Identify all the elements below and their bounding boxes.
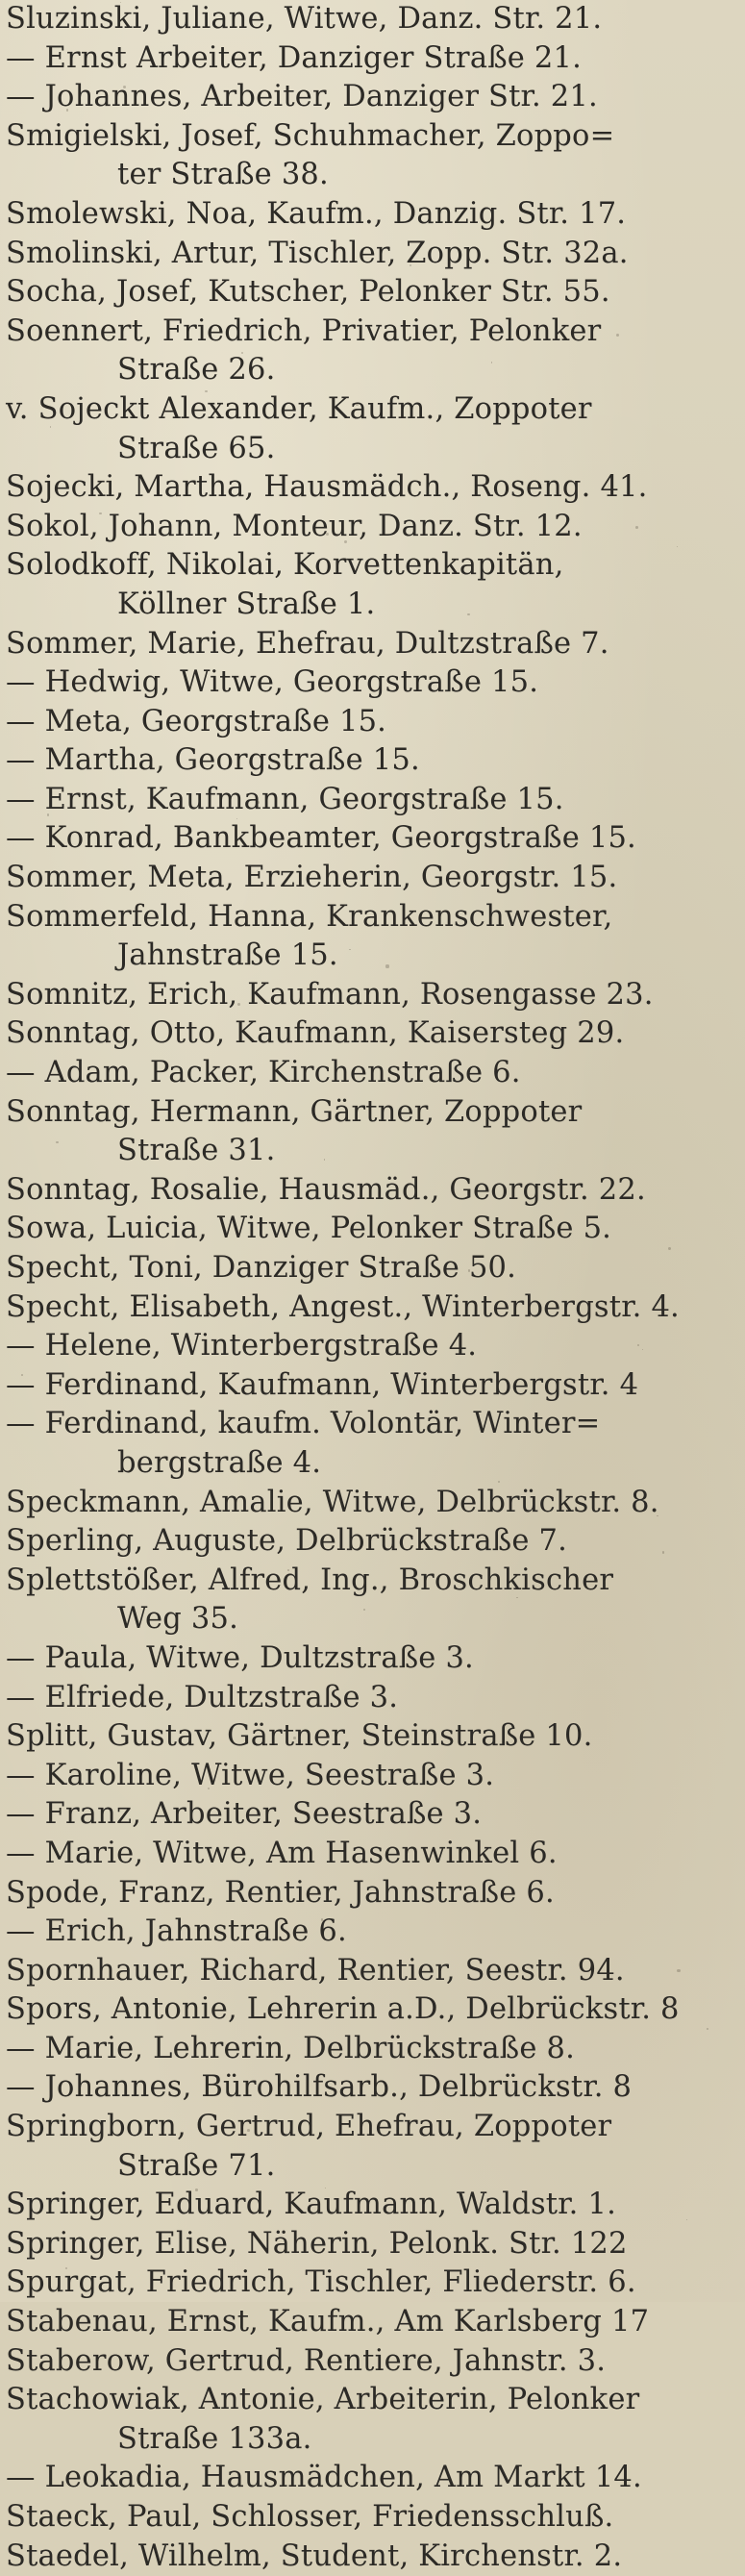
entry-text: Jahnstraße 15. xyxy=(117,938,338,973)
entry-text: Spode, Franz, Rentier, Jahnstraße 6. xyxy=(6,1875,555,1910)
entry-text: Sokol, Johann, Monteur, Danz. Str. 12. xyxy=(6,509,583,543)
entry-text: Stabenau, Ernst, Kaufm., Am Karlsberg 17 xyxy=(6,2305,650,2339)
directory-entry xyxy=(6,1366,732,1406)
entry-text: — Helene, Winterbergstraße 4. xyxy=(6,1329,478,1363)
directory-entry xyxy=(6,625,732,664)
directory-entry xyxy=(6,1093,732,1133)
paper-speck xyxy=(247,2129,250,2132)
entry-text: Smolewski, Noa, Kaufm., Danzig. Str. 17. xyxy=(6,196,627,231)
directory-entry xyxy=(6,1054,732,1093)
paper-speck xyxy=(385,964,388,967)
entry-text: — Paula, Witwe, Dultzstraße 3. xyxy=(6,1640,474,1675)
paper-speck xyxy=(635,526,638,529)
entry-text: — Ferdinand, Kaufmann, Winterbergstr. 4 xyxy=(6,1367,639,1402)
paper-speck xyxy=(657,1515,658,1516)
directory-entry xyxy=(6,663,732,703)
paper-speck xyxy=(516,1597,517,1598)
paper-speck xyxy=(498,1481,500,1483)
directory-entry xyxy=(6,1990,732,2030)
entry-text: ter Straße 38. xyxy=(117,158,329,192)
directory-entry xyxy=(6,1639,732,1679)
entry-text: — Marie, Lehrerin, Delbrückstraße 8. xyxy=(6,2031,575,2065)
paper-speck xyxy=(66,109,68,111)
directory-entry xyxy=(6,235,732,274)
directory-entry xyxy=(6,195,732,235)
directory-entry xyxy=(6,1210,732,1249)
entry-text: — Adam, Packer, Kirchenstraße 6. xyxy=(6,1056,521,1090)
directory-entry xyxy=(6,2538,732,2576)
directory-entry xyxy=(6,508,732,547)
entry-text: Sowa, Luicia, Witwe, Pelonker Straße 5. xyxy=(6,1212,612,1246)
directory-entry xyxy=(6,1952,732,1991)
directory-entry xyxy=(6,2030,732,2069)
entry-text: — Meta, Georgstraße 15. xyxy=(6,704,387,738)
entry-text: — Karoline, Witwe, Seestraße 3. xyxy=(6,1758,495,1792)
directory-entry xyxy=(6,1562,732,1601)
directory-entry xyxy=(6,703,732,742)
paper-speck xyxy=(57,2016,59,2018)
directory-entry xyxy=(6,1835,732,1874)
entry-text: Spors, Antonie, Lehrerin a.D., Delbrückstr. 8 xyxy=(6,1992,680,2027)
entry-text: — Martha, Georgstraße 15. xyxy=(6,743,420,778)
directory-entry xyxy=(6,2303,732,2342)
entry-text: — Leokadia, Hausmädchen, Am Markt 14. xyxy=(6,2461,642,2495)
directory-entry xyxy=(6,468,732,508)
entry-text: Splitt, Gustav, Gärtner, Steinstraße 10. xyxy=(6,1719,593,1754)
paper-speck xyxy=(662,1551,664,1553)
paper-speck xyxy=(50,426,51,427)
entry-text: Springborn, Gertrud, Ehefrau, Zoppoter xyxy=(6,2110,612,2144)
directory-entry-continuation xyxy=(6,351,732,390)
entry-text: Solodkoff, Nikolai, Korvettenkapitän, xyxy=(6,548,564,583)
directory-entry xyxy=(6,546,732,586)
directory-entries xyxy=(6,0,732,2576)
paper-speck xyxy=(47,813,49,815)
entry-text: Springer, Elise, Näherin, Pelonk. Str. 122 xyxy=(6,2226,628,2261)
entry-text: — Hedwig, Witwe, Georgstraße 15. xyxy=(6,665,539,700)
paper-speck xyxy=(356,403,358,405)
paper-speck xyxy=(464,1898,467,1901)
entry-text: Sonntag, Hermann, Gärtner, Zoppoter xyxy=(6,1094,583,1129)
entry-text: Speckmann, Amalie, Witwe, Delbrückstr. 8. xyxy=(6,1485,659,1519)
entry-text: Sommer, Marie, Ehefrau, Dultzstraße 7. xyxy=(6,626,609,661)
entry-text: Smigielski, Josef, Schuhmacher, Zoppo= xyxy=(6,118,615,153)
entry-text: — Johannes, Bürohilfsarb., Delbrückstr. 8 xyxy=(6,2070,633,2105)
directory-entry-continuation xyxy=(6,156,732,195)
paper-speck xyxy=(56,1141,59,1144)
entry-text: — Erich, Jahnstraße 6. xyxy=(6,1914,347,1949)
entry-text: Smolinski, Artur, Tischler, Zopp. Str. 32a. xyxy=(6,236,629,270)
entry-text: Sonntag, Rosalie, Hausmäd., Georgstr. 22. xyxy=(6,1172,646,1207)
directory-entry xyxy=(6,1757,732,1796)
directory-entry xyxy=(6,976,732,1015)
entry-text: Köllner Straße 1. xyxy=(117,587,376,621)
directory-entry xyxy=(6,2459,732,2498)
directory-entry xyxy=(6,1874,732,1913)
entry-text: Sommer, Meta, Erzieherin, Georgstr. 15. xyxy=(6,861,618,895)
entry-text: v. Sojeckt Alexander, Kaufm., Zoppoter xyxy=(6,391,592,426)
entry-text: Weg 35. xyxy=(117,1602,239,1637)
entry-text: Somnitz, Erich, Kaufmann, Rosengasse 23. xyxy=(6,977,654,1012)
directory-entry-continuation xyxy=(6,1444,732,1484)
directory-entry xyxy=(6,1249,732,1288)
directory-entry xyxy=(6,78,732,117)
paper-speck xyxy=(216,1810,218,1812)
entry-text: — Johannes, Arbeiter, Danziger Str. 21. xyxy=(6,80,598,114)
directory-entry-continuation xyxy=(6,586,732,625)
entry-text: Sluzinski, Juliane, Witwe, Danz. Str. 21. xyxy=(6,2,603,36)
directory-entry xyxy=(6,1484,732,1523)
directory-entry xyxy=(6,1679,732,1718)
directory-entry-continuation xyxy=(6,2420,732,2460)
paper-speck xyxy=(236,818,237,819)
directory-entry-continuation xyxy=(6,937,732,976)
directory-entry xyxy=(6,1014,732,1054)
directory-entry xyxy=(6,819,732,859)
directory-entry xyxy=(6,1717,732,1757)
entry-text: — Elfriede, Dultzstraße 3. xyxy=(6,1680,399,1714)
paper-speck xyxy=(321,604,323,606)
entry-text: Straße 133a. xyxy=(117,2421,312,2456)
paper-speck xyxy=(293,1737,296,1739)
paper-speck xyxy=(287,1569,289,1571)
entry-text: Staedel, Wilhelm, Student, Kirchenstr. 2. xyxy=(6,2538,623,2573)
entry-text: Spurgat, Friedrich, Tischler, Fliederstr. 6. xyxy=(6,2265,636,2300)
directory-entry-continuation xyxy=(6,430,732,469)
directory-entry xyxy=(6,2498,732,2538)
paper-speck xyxy=(65,2267,67,2269)
directory-entry xyxy=(6,1795,732,1835)
paper-speck xyxy=(38,639,40,641)
directory-entry xyxy=(6,117,732,157)
entry-text: Sommerfeld, Hanna, Krankenschwester, xyxy=(6,899,613,934)
directory-entry-continuation xyxy=(6,1600,732,1639)
directory-entry xyxy=(6,2225,732,2264)
entry-text: bergstraße 4. xyxy=(117,1445,322,1480)
entry-text: — Ernst Arbeiter, Danziger Straße 21. xyxy=(6,40,583,75)
entry-text: — Konrad, Bankbeamter, Georgstraße 15. xyxy=(6,821,636,856)
paper-speck xyxy=(349,949,350,950)
entry-text: Straße 65. xyxy=(117,431,276,465)
paper-speck xyxy=(63,923,66,926)
paper-speck xyxy=(344,540,347,543)
directory-entry xyxy=(6,1522,732,1562)
directory-entry-continuation xyxy=(6,1132,732,1171)
paper-speck xyxy=(195,2188,198,2191)
entry-text: Sojecki, Martha, Hausmädch., Roseng. 41. xyxy=(6,470,648,505)
paper-speck xyxy=(363,1609,365,1611)
entry-text: Splettstößer, Alfred, Ing., Broschkischer xyxy=(6,1563,614,1597)
entry-text: Soennert, Friedrich, Privatier, Pelonker xyxy=(6,313,602,348)
directory-entry xyxy=(6,2108,732,2147)
entry-text: — Ernst, Kaufmann, Georgstraße 15. xyxy=(6,782,564,816)
directory-entry xyxy=(6,2381,732,2420)
entry-text: Socha, Josef, Kutscher, Pelonker Str. 55. xyxy=(6,275,610,310)
entry-text: Specht, Toni, Danziger Straße 50. xyxy=(6,1251,517,1285)
paper-speck xyxy=(616,334,619,337)
entry-text: Staberow, Gertrud, Rentiere, Jahnstr. 3. xyxy=(6,2343,607,2378)
directory-entry xyxy=(6,741,732,781)
directory-entry xyxy=(6,2068,732,2108)
directory-entry xyxy=(6,1405,732,1444)
entry-text: Specht, Elisabeth, Angest., Winterbergstr. 4. xyxy=(6,1289,680,1324)
paper-speck xyxy=(21,1374,23,1376)
entry-text: — Ferdinand, kaufm. Volontär, Winter= xyxy=(6,1407,601,1441)
entry-text: Straße 31. xyxy=(117,1134,276,1168)
directory-entry xyxy=(6,0,732,39)
directory-entry xyxy=(6,859,732,898)
directory-entry xyxy=(6,1913,732,1952)
entry-text: Staeck, Paul, Schlosser, Friedensschluß. xyxy=(6,2500,614,2534)
directory-entry xyxy=(6,313,732,352)
directory-entry-continuation xyxy=(6,2147,732,2187)
paper-speck xyxy=(326,533,329,536)
directory-entry xyxy=(6,1171,732,1211)
directory-entry xyxy=(6,273,732,313)
entry-text: Straße 26. xyxy=(117,353,276,388)
directory-entry xyxy=(6,2342,732,2382)
directory-entry xyxy=(6,1288,732,1328)
paper-speck xyxy=(707,2028,708,2030)
entry-text: — Franz, Arbeiter, Seestraße 3. xyxy=(6,1797,483,1832)
entry-text: Springer, Eduard, Kaufmann, Waldstr. 1. xyxy=(6,2188,616,2222)
paper-speck xyxy=(15,1229,16,1230)
entry-text: Straße 71. xyxy=(117,2148,276,2183)
paper-speck xyxy=(321,1918,323,1920)
paper-speck xyxy=(276,1236,278,1238)
entry-text: Spornhauer, Richard, Rentier, Seestr. 94. xyxy=(6,1953,625,1988)
directory-entry xyxy=(6,2186,732,2225)
paper-speck xyxy=(677,1969,680,1972)
directory-entry xyxy=(6,2263,732,2303)
directory-entry xyxy=(6,390,732,430)
entry-text: — Marie, Witwe, Am Hasenwinkel 6. xyxy=(6,1836,558,1870)
directory-entry xyxy=(6,898,732,938)
directory-entry xyxy=(6,39,732,79)
directory-entry xyxy=(6,1327,732,1366)
entry-text: Sperling, Auguste, Delbrückstraße 7. xyxy=(6,1524,567,1559)
entry-text: Stachowiak, Antonie, Arbeiterin, Pelonker xyxy=(6,2383,640,2417)
directory-entry xyxy=(6,781,732,820)
entry-text: Sonntag, Otto, Kaufmann, Kaisersteg 29. xyxy=(6,1016,625,1051)
